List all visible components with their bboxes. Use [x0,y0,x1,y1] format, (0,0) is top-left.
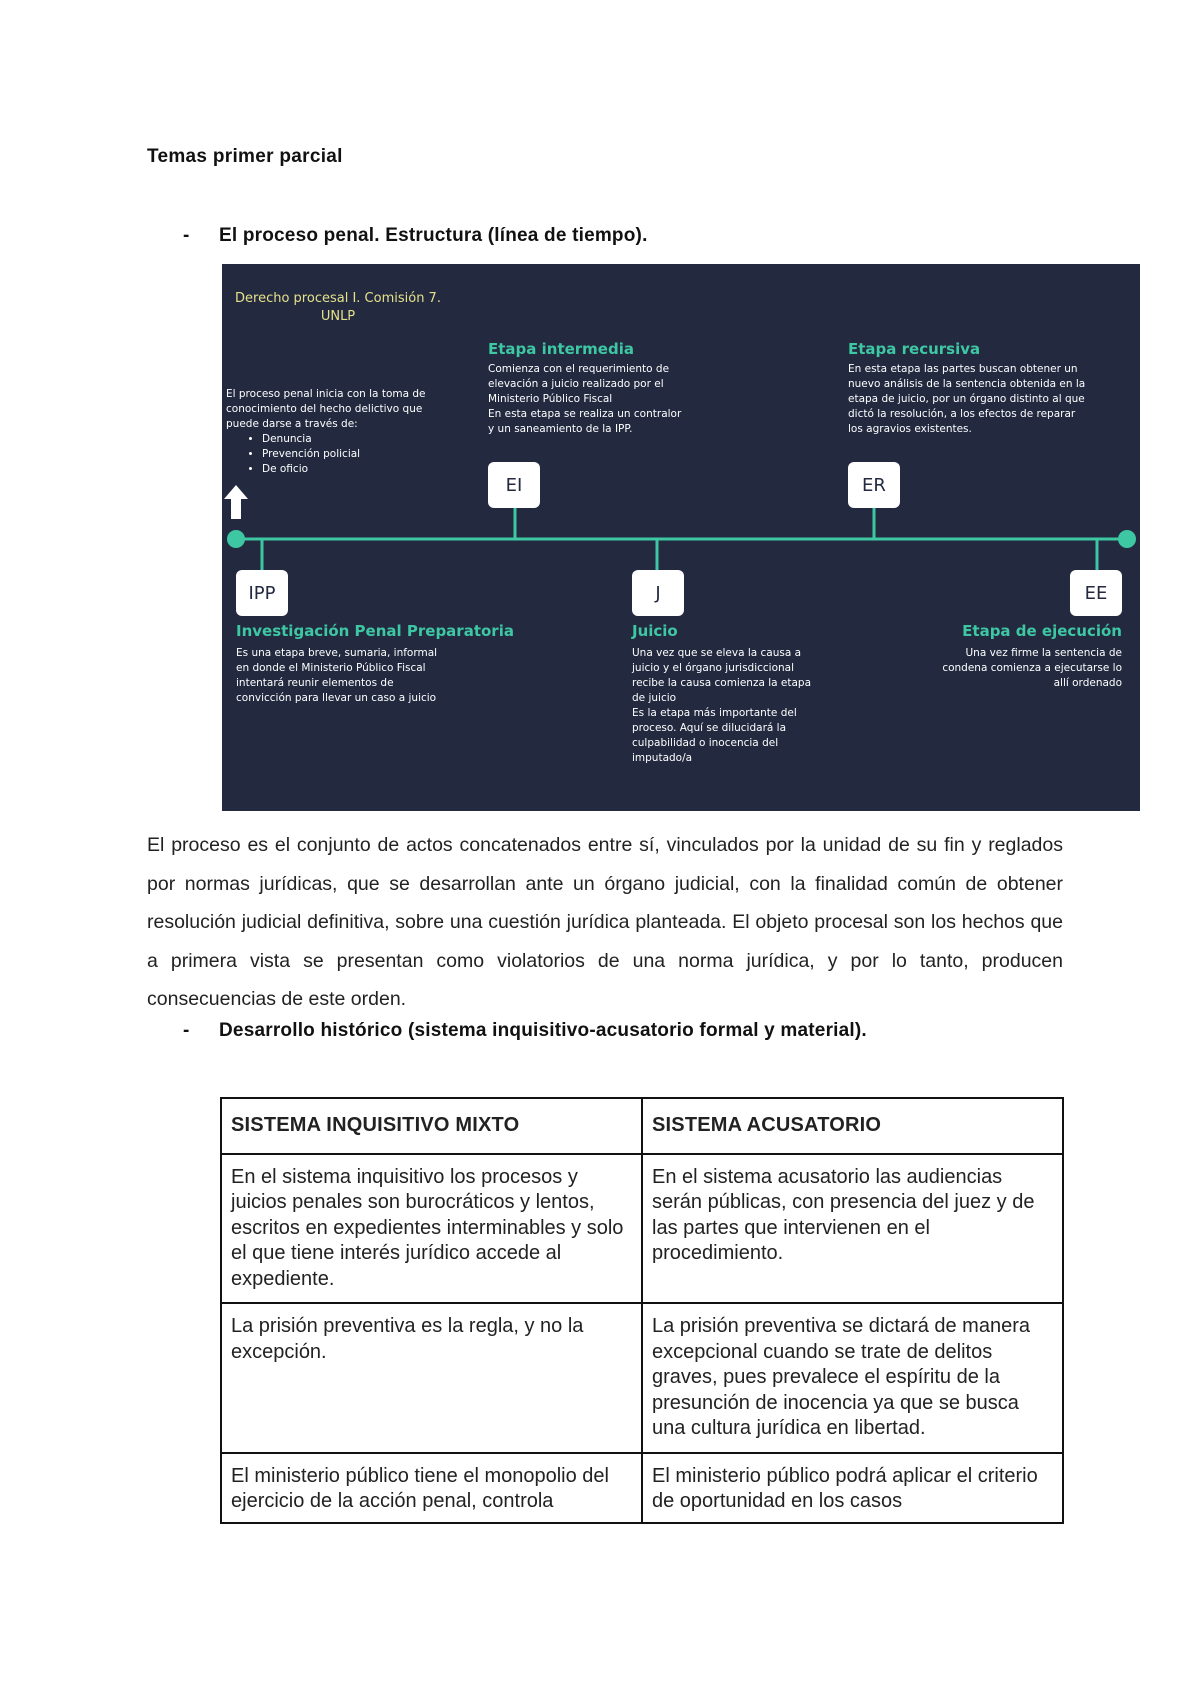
stage-text-ei-1: Comienza con el requerimiento de elevación a juicio realizado por el Ministerio Público Fiscal [488,363,670,405]
stage-badge-ei: EI [488,462,540,508]
table-header-acusatorio: SISTEMA ACUSATORIO [642,1098,1063,1154]
course-label [222,290,454,326]
course-line-1: Derecho procesal I. Comisión 7. [235,291,441,306]
intro-item: • Prevención policial [262,447,448,462]
section-heading-text: El proceso penal. Estructura (línea de tiempo). [219,225,648,246]
intro-item: • De oficio [262,462,448,477]
stage-badge-j: J [632,570,684,616]
document-title: Temas primer parcial [147,146,343,167]
stage-text-j [632,646,812,766]
stage-text-ei-2: En esta etapa se realiza un contralor y un saneamiento de la IPP. [488,408,682,435]
table-cell: El ministerio público podrá aplicar el criterio de oportunidad en los casos [642,1453,1063,1523]
table-row [221,1453,1063,1523]
table-cell: En el sistema acusatorio las audiencias serán públicas, con presencia del juez y de las partes que intervienen en el procedimiento. [642,1154,1063,1304]
timeline-start-dot [227,530,245,548]
stage-text-ee: Una vez firme la sentencia de condena comienza a ejecutarse lo allí ordenado [942,647,1122,689]
table-row [221,1303,1063,1453]
stage-text-j-1: Una vez que se eleva la causa a juicio y el órgano jurisdiccional recibe la causa comienza la etapa de juicio [632,647,812,704]
table-cell: La prisión preventiva es la regla, y no la excepción. [221,1303,642,1453]
stage-text-j-2: Es la etapa más importante del proceso. Aquí se dilucidará la culpabilidad o inocencia del imputado/a [632,707,797,764]
course-line-2: UNLP [320,309,356,324]
table-cell: La prisión preventiva se dictará de manera excepcional cuando se trate de delitos graves, pues prevalece el espíritu de la presunción de inocencia ya que se busca una cultura jurídica en libertad. [642,1303,1063,1453]
section-heading-text: Desarrollo histórico (sistema inquisitivo-acusatorio formal y material). [219,1020,867,1041]
table-row [221,1154,1063,1304]
timeline-image [222,264,1140,811]
timeline-end-dot [1118,530,1136,548]
intro-block [226,387,448,477]
up-arrow-icon [224,485,248,519]
stage-badge-ee: EE [1070,570,1122,616]
section-heading-proceso-penal [183,225,648,247]
table-header-row [221,1098,1063,1154]
stage-title-j: Juicio [632,622,678,640]
comparison-table [220,1097,1064,1524]
stage-badge-er: ER [848,462,900,508]
stage-text-ei [488,362,688,437]
table-cell: El ministerio público tiene el monopolio del ejercicio de la acción penal, controla [221,1453,642,1523]
bullet-dash: - [183,1020,190,1041]
stage-badge-ipp: IPP [236,570,288,616]
bullet-dash: - [183,225,190,246]
intro-item: • Denuncia [262,432,448,447]
table-cell: En el sistema inquisitivo los procesos y juicios penales son burocráticos y lentos, escritos en expedientes interminables y solo el que tiene interés jurídico accede al expediente. [221,1154,642,1304]
stage-title-ee: Etapa de ejecución [962,622,1122,640]
body-paragraph: El proceso es el conjunto de actos concatenados entre sí, vinculados por la unidad de su fin y reglados por normas jurídicas, que se desarrollan ante un órgano judicial, con la finalidad común de obtener resolución judicial definitiva, sobre una cuestión jurídica planteada. El objeto procesal son los hechos que a primera vista se presentan como violatorios de una norma jurídica, y por lo tanto, producen consecuencias de este orden. [147,834,1063,1010]
stage-title-er: Etapa recursiva [848,340,981,358]
stage-text-ipp: Es una etapa breve, sumaria, informal en donde el Ministerio Público Fiscal intentará reunir elementos de convicción para llevar un caso a juicio [236,647,438,704]
stage-title-ei: Etapa intermedia [488,340,634,358]
stage-title-ipp: Investigación Penal Preparatoria [236,622,514,640]
intro-text: El proceso penal inicia con la toma de conocimiento del hecho delictivo que puede darse a través de: [226,388,426,430]
stage-text-er: En esta etapa las partes buscan obtener un nuevo análisis de la sentencia obtenida en la etapa de juicio, por un órgano distinto al que dictó la resolución, a los efectos de reparar los agravios existentes. [848,363,1086,435]
intro-list [226,432,448,477]
section-heading-desarrollo-historico [183,1020,867,1042]
table-header-inquisitivo: SISTEMA INQUISITIVO MIXTO [221,1098,642,1154]
